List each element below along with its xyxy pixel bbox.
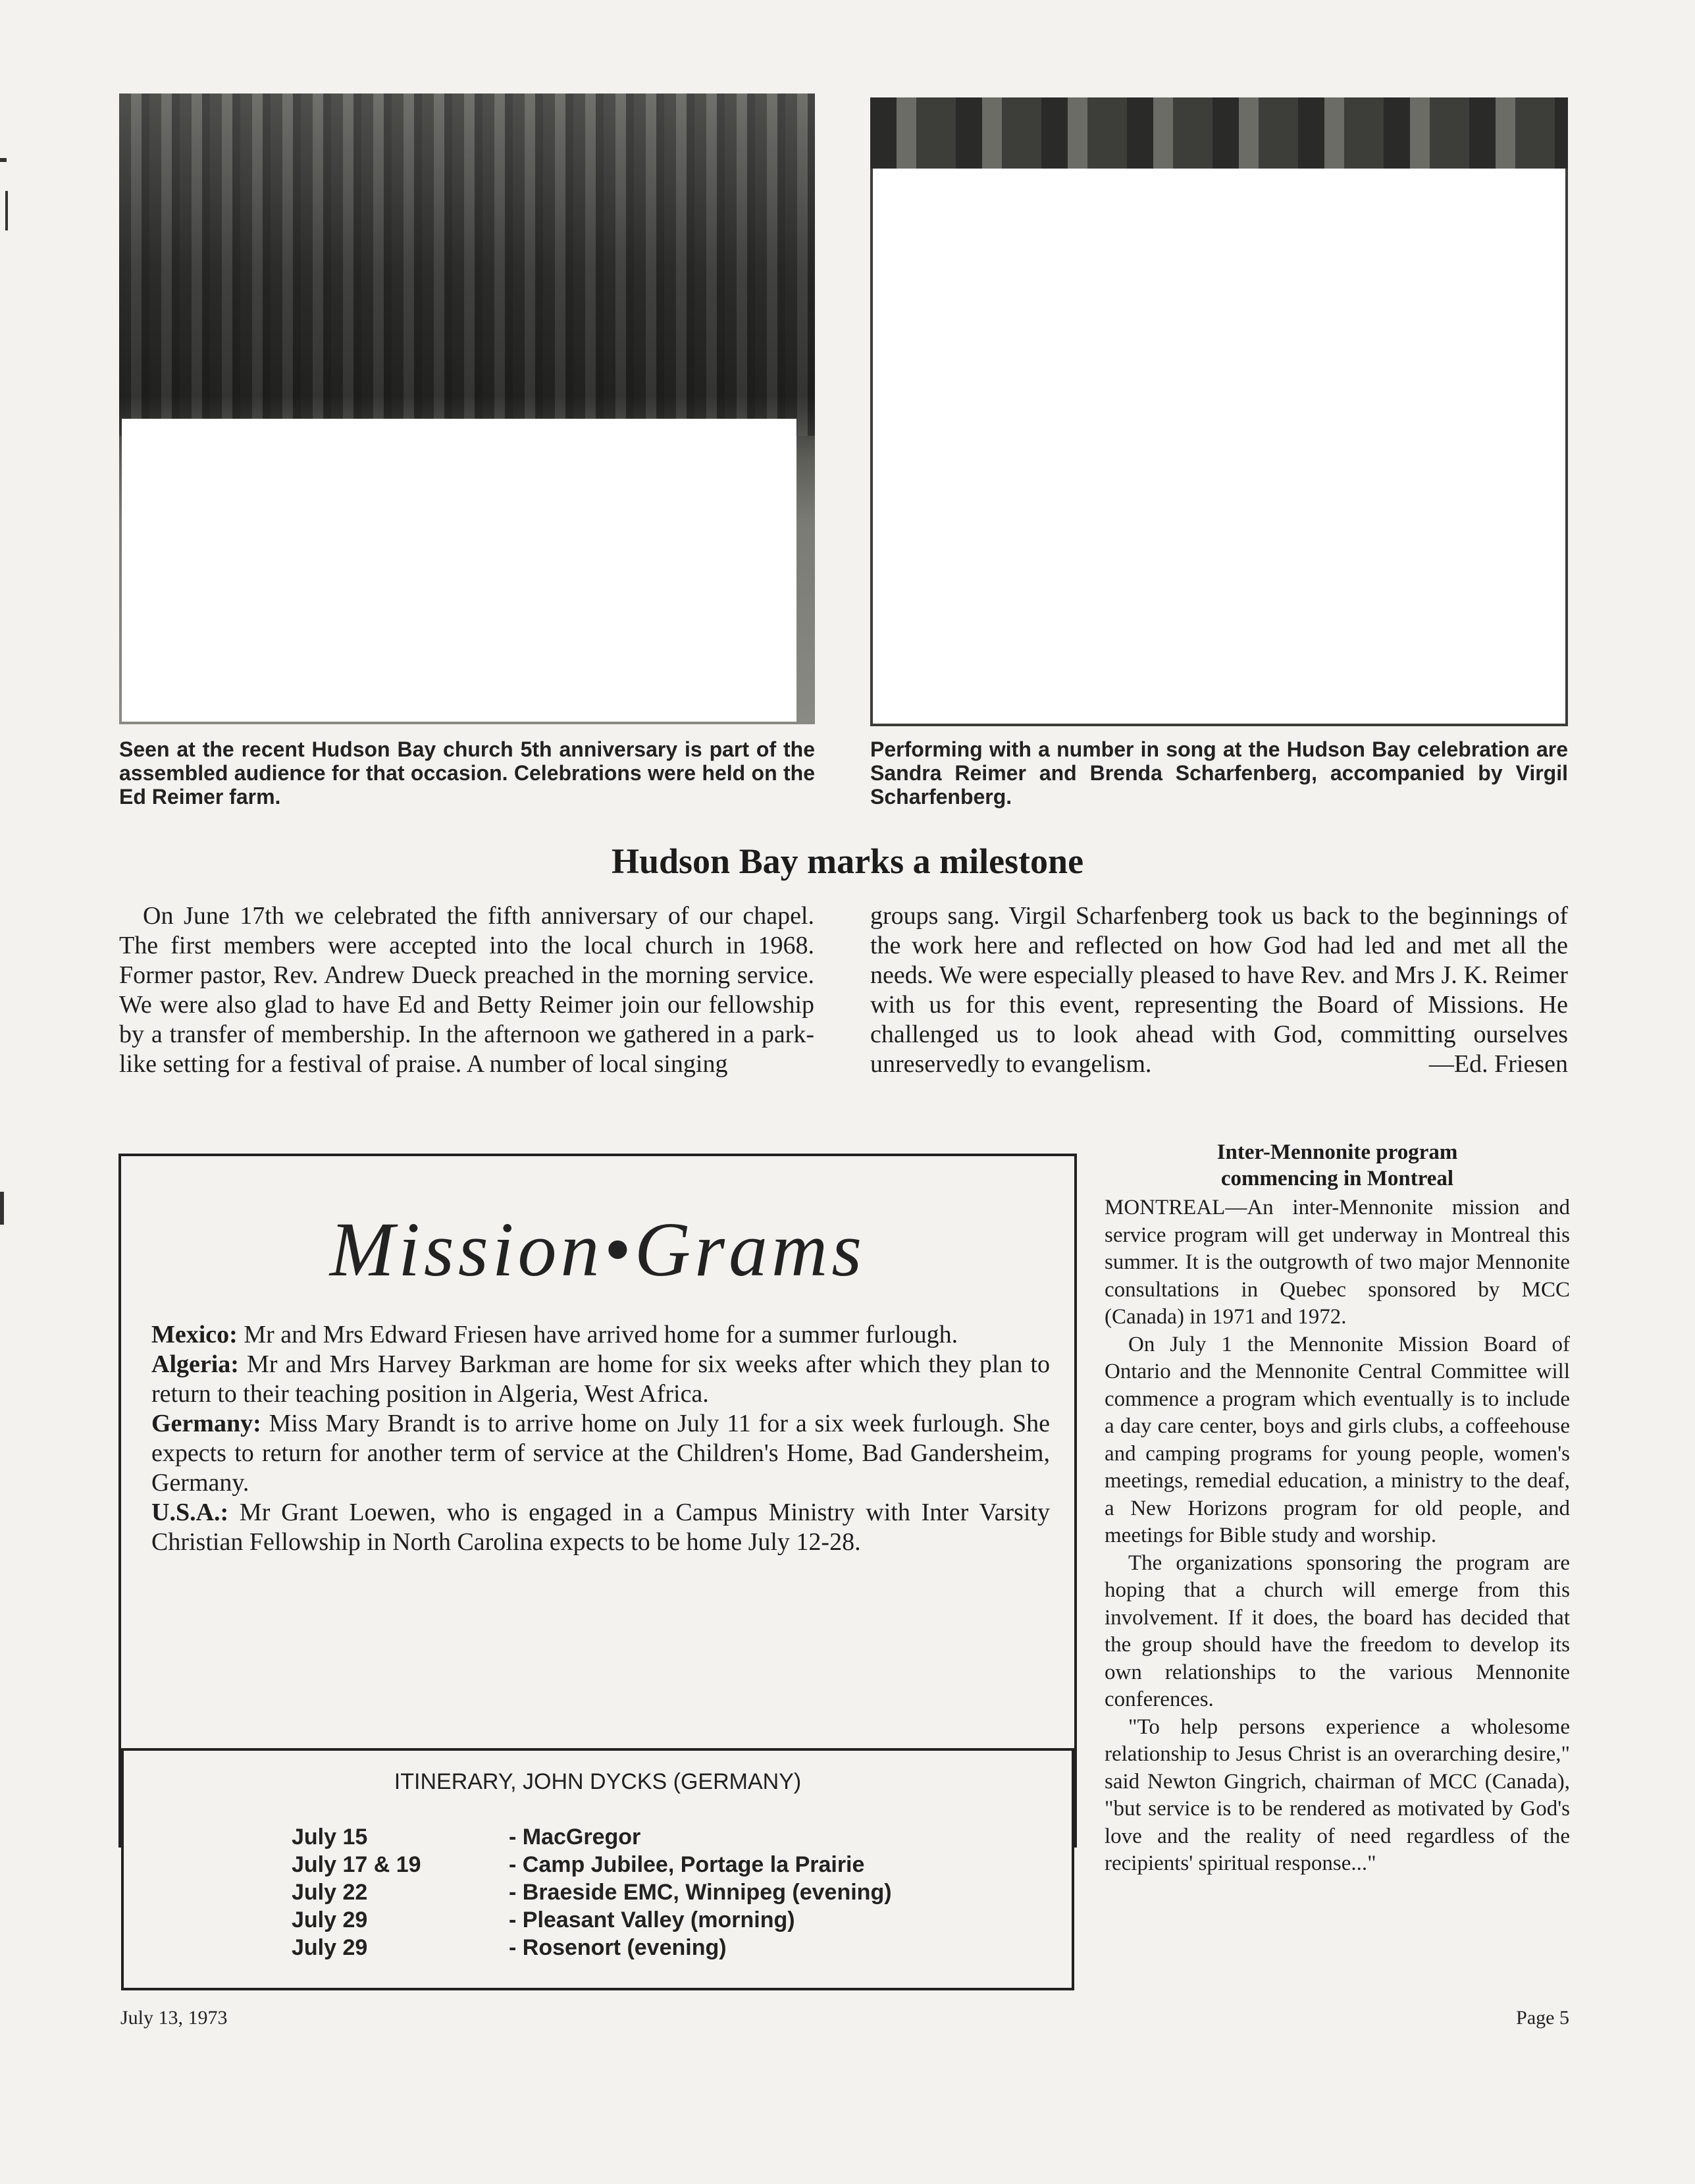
itinerary-row: [292, 1934, 727, 1961]
article-text: groups sang. Virgil Scharfenberg took us back to the beginnings of the work here and reflected on how God had led and met all the needs. We were especially pleased to have Rev. and Mrs J. K. Reimer with us for this event, representing the Board of Missions. He challenged us to look ahead with God, committing ourselves unreservedly to evangelism.: [870, 902, 1568, 1078]
song-performance-photo: [870, 97, 1568, 726]
mission-grams-title: Mission•Grams: [329, 1206, 866, 1292]
right-photo-caption: Performing with a number in song at the Hudson Bay celebration are Sandra Reimer and Brenda Scharfenberg, accompanied by Virgil Scharfenberg.: [870, 737, 1568, 809]
binding-mark: [5, 191, 8, 230]
redacted-area: [122, 419, 796, 722]
itinerary-place: - MacGregor: [509, 1824, 641, 1850]
mission-gram-text: Miss Mary Brandt is to arrive home on July 11 for a six week furlough. She expects to return for another term of service at the Children's Home, Bad Gandersheim, Germany.: [151, 1410, 1050, 1497]
article-column-1: [119, 901, 814, 1079]
mission-gram-text: Mr and Mrs Edward Friesen have arrived home for a summer furlough.: [237, 1321, 958, 1348]
itinerary-place: - Camp Jubilee, Portage la Prairie: [509, 1852, 865, 1877]
itinerary-date: July 29: [292, 1907, 368, 1932]
mission-gram-text: Mr Grant Loewen, who is engaged in a Campus Ministry with Inter Varsity Christian Fellowship in North Carolina expects to be home July 12-28.: [151, 1499, 1050, 1556]
article-column-2: [870, 901, 1568, 1079]
mission-gram-item: [151, 1498, 1050, 1557]
mission-gram-label: Germany:: [151, 1410, 261, 1437]
montreal-article: [1105, 1139, 1570, 1878]
issue-date: July 13, 1973: [120, 2007, 228, 2029]
itinerary-date: July 22: [292, 1880, 368, 1905]
montreal-headline-line: commencing in Montreal: [1220, 1167, 1454, 1190]
montreal-body: [1105, 1194, 1570, 1878]
itinerary-place: - Pleasant Valley (morning): [509, 1907, 795, 1932]
left-photo-caption: Seen at the recent Hudson Bay church 5th anniversary is part of the assembled audience for that occasion. Celebrations were held on the Ed Reimer farm.: [119, 737, 815, 809]
montreal-headline: [1105, 1139, 1570, 1192]
mission-gram-label: Mexico:: [151, 1321, 238, 1348]
itinerary-place: - Rosenort (evening): [509, 1935, 727, 1960]
anniversary-audience-photo: [119, 93, 815, 724]
itinerary-place: - Braeside EMC, Winnipeg (evening): [509, 1880, 892, 1905]
itinerary-row: [292, 1878, 892, 1906]
montreal-paragraph: The organizations sponsoring the program are hoping that a church will emerge from this involvement. If it does, the board has decided that the group should have the freedom to develop its own relationships to the various Mennonite conferences.: [1105, 1551, 1570, 1711]
itinerary-row: [292, 1906, 795, 1934]
itinerary-title: ITINERARY, JOHN DYCKS (GERMANY): [394, 1769, 802, 1794]
article-text: On June 17th we celebrated the fifth anniversary of our chapel. The first members were accepted into the local church in 1968. Former pastor, Rev. Andrew Dueck preached in the morning service. We were also glad to have Ed and Betty Reimer join our fellowship by a transfer of membership. In the afternoon we gathered in a park-like setting for a festival of praise. A number of local singing: [119, 902, 814, 1078]
mission-gram-item: [151, 1409, 1050, 1498]
binding-mark: [0, 158, 7, 162]
itinerary-row: [292, 1823, 640, 1851]
page-number: Page 5: [1516, 2007, 1569, 2029]
mission-gram-item: [151, 1320, 1050, 1350]
itinerary-date: July 29: [292, 1935, 368, 1960]
mission-gram-label: U.S.A.:: [151, 1499, 229, 1526]
montreal-paragraph: MONTREAL—An inter-Mennonite mission and service program will get underway in Montreal this summer. It is the outgrowth of two major Mennonite consultations in Quebec sponsored by MCC (Canada) in 1971 and 1972.: [1105, 1196, 1570, 1329]
article-signature: —Ed. Friesen: [1428, 1050, 1568, 1078]
montreal-headline-line: Inter-Mennonite program: [1216, 1140, 1458, 1164]
forest-background: [119, 93, 815, 436]
mission-grams-list: [151, 1320, 1050, 1557]
mission-gram-item: [151, 1350, 1050, 1409]
itinerary-date: July 15: [292, 1824, 368, 1850]
montreal-paragraph: "To help persons experience a wholesome relationship to Jesus Christ is an overarching desire," said Newton Gingrich, chairman of MCC (Canada), "but service is to be rendered as motivated by God's love and the reality of need regardless of the recipients' spiritual response...": [1105, 1715, 1570, 1875]
binding-mark: [0, 1192, 4, 1225]
mission-gram-text: Mr and Mrs Harvey Barkman are home for six weeks after which they plan to return to their teaching position in Algeria, West Africa.: [151, 1350, 1050, 1408]
itinerary-box: [121, 1748, 1074, 1990]
article-headline: Hudson Bay marks a milestone: [611, 841, 1084, 881]
itinerary-date: July 17 & 19: [292, 1852, 421, 1877]
redacted-area: [873, 169, 1565, 724]
photo-top-strip: [870, 97, 1568, 169]
itinerary-row: [292, 1851, 864, 1878]
montreal-paragraph: On July 1 the Mennonite Mission Board of Ontario and the Mennonite Central Committee will commence a program which eventually is to include a day care center, boys and girls clubs, a coffeehouse and camping programs for young people, women's meetings, remedial education, a ministry to the deaf, a New Horizons program for old people, and meetings for Bible study and worship.: [1105, 1332, 1570, 1547]
mission-gram-label: Algeria:: [151, 1350, 239, 1378]
